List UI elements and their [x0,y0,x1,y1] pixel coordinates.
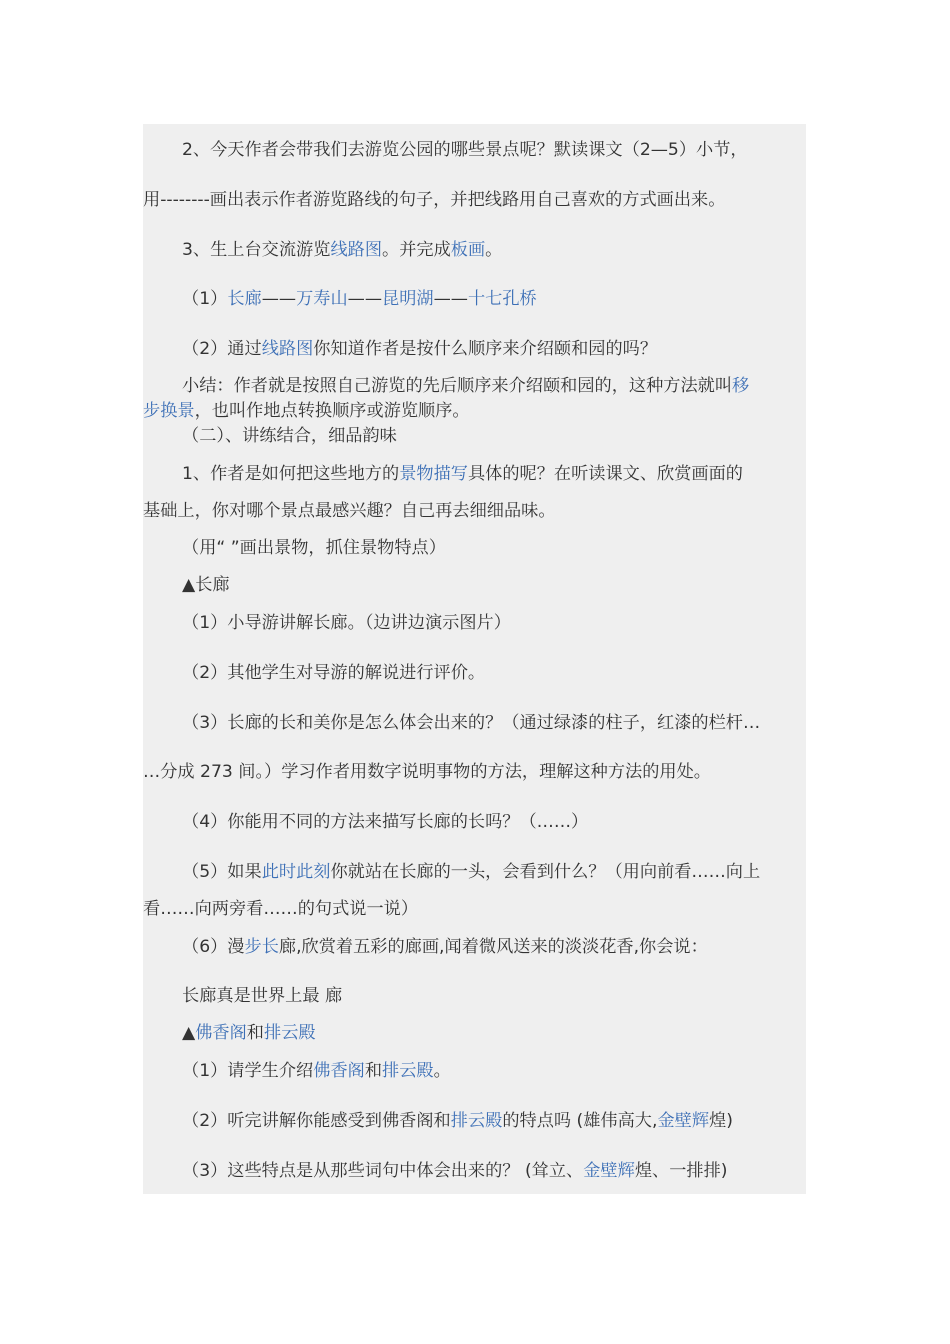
text-segment: 。 [485,240,503,260]
text-line [143,661,806,685]
text-segment: 和 [364,1061,383,1081]
text-segment: …分成 273 间。）学习作者用数字说明事物的方法，理解这种方法的用处。 [143,762,711,782]
text-segment: 具体的呢？在听读课文、欣赏画面的 [467,464,743,484]
text-segment: 长廊真是世界上最 廊 [182,986,343,1006]
text-segment: —— [347,289,383,309]
keyword-link[interactable]: 排云殿 [382,1061,434,1081]
text-segment: 廊,欣赏着五彩的廊画,闻着微风送来的淡淡花香,你会说： [278,937,708,957]
keyword-link[interactable]: 排云殿 [264,1023,316,1043]
text-segment: 煌) [709,1111,733,1131]
keyword-link[interactable]: 佛香阁 [313,1061,365,1081]
text-segment: （1）请学生介绍 [182,1061,314,1081]
keyword-link[interactable]: 线路图 [330,240,383,260]
text-line [143,573,806,597]
text-line [143,238,806,262]
text-segment: （2）其他学生对导游的解说进行评价。 [182,663,486,683]
text-segment: （3）这些特点是从那些词句中体会出来的？ (耸立、 [182,1161,584,1181]
text-segment: （2）听完讲解你能感受到佛香阁和 [182,1111,451,1131]
text-line [143,399,806,423]
text-line [143,810,806,834]
keyword-link[interactable]: 移 [732,376,750,396]
text-segment: ▲长廊 [182,575,230,595]
text-line [143,611,806,635]
text-segment: 和 [246,1023,264,1043]
text-segment: （6）漫 [182,937,245,957]
text-segment: 你就站在长廊的一头，会看到什么？（用向前看……向上 [330,862,761,882]
text-segment: 的特点吗 (雄伟高大, [502,1111,658,1131]
keyword-link[interactable]: 此时此刻 [261,862,331,882]
text-segment: 用--------画出表示作者游览路线的句子，并把线路用自己喜欢的方式画出来。 [143,190,726,210]
text-line [143,536,806,560]
keyword-link[interactable]: 昆明湖 [382,289,434,309]
text-segment: 基础上，你对哪个景点最感兴趣？自己再去细细品味。 [143,501,556,521]
text-segment: 你知道作者是按什么顺序来介绍颐和园的吗？ [313,339,658,359]
text-segment: （4）你能用不同的方法来描写长廊的长吗？（……） [182,812,589,832]
text-segment: —— [433,289,468,309]
text-line [143,424,806,448]
text-line [143,337,806,361]
text-line [143,374,806,398]
text-segment: （2）通过 [182,339,262,359]
text-line [143,499,806,523]
text-segment: 煌、一排排) [634,1161,728,1181]
keyword-link[interactable]: 排云殿 [450,1111,503,1131]
text-segment: （1）小导游讲解长廊。（边讲边演示图片） [182,613,511,633]
keyword-link[interactable]: 线路图 [261,339,314,359]
text-segment: 。并完成 [382,240,451,260]
keyword-link[interactable]: 步长 [244,937,279,957]
keyword-link[interactable]: 金壁辉 [583,1161,635,1181]
text-line [143,1109,806,1133]
text-line [143,711,806,735]
text-segment: （用“ ”画出景物，抓住景物特点） [182,538,446,558]
text-line [143,1059,806,1083]
text-segment: ，也叫作地点转换顺序或游览顺序。 [194,401,470,421]
keyword-link[interactable]: 步换景 [143,401,195,421]
text-segment: （5）如果 [182,862,262,882]
text-segment: 1、作者是如何把这些地方的 [182,464,400,484]
keyword-link[interactable]: 金壁辉 [657,1111,710,1131]
text-line [143,1021,806,1045]
text-segment: —— [261,289,297,309]
text-segment: （二）、讲练结合，细品韵味 [182,426,397,446]
document-panel [143,124,806,1194]
text-line [143,462,806,486]
text-line [143,897,806,921]
text-segment: 小结：作者就是按照自己游览的先后顺序来介绍颐和园的，这种方法就叫 [182,376,733,396]
text-segment: （1） [182,289,228,309]
text-line [143,1159,806,1183]
text-line [143,935,806,959]
text-segment: 2、今天作者会带我们去游览公园的哪些景点呢？默读课文（2—5）小节， [182,140,748,160]
keyword-link[interactable]: 长廊 [227,289,262,309]
text-line [143,138,806,162]
keyword-link[interactable]: 十七孔桥 [467,289,537,309]
text-line [143,188,806,212]
keyword-link[interactable]: 板画 [450,240,486,260]
text-segment: 看……向两旁看……的句式说一说） [143,899,419,919]
text-segment: （3）长廊的长和美你是怎么体会出来的？（通过绿漆的柱子，红漆的栏杆… [182,713,761,733]
text-line [143,287,806,311]
keyword-link[interactable]: 景物描写 [399,464,468,484]
keyword-link[interactable]: 万寿山 [296,289,348,309]
text-line [143,760,806,784]
text-segment: 3、生上台交流游览 [182,240,331,260]
text-line [143,860,806,884]
keyword-link[interactable]: 佛香阁 [195,1023,247,1043]
text-line [143,984,806,1008]
text-segment: 。 [433,1061,451,1081]
text-segment: ▲ [182,1023,196,1043]
